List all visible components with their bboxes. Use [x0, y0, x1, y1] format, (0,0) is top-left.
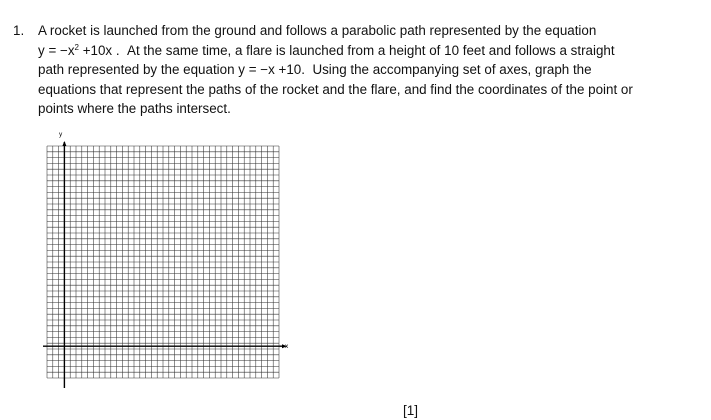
- question-line-5: points where the paths intersect.: [38, 101, 231, 117]
- y-axis-arrow: [62, 141, 66, 146]
- question-text: [38, 21, 703, 119]
- grid-lines: [47, 146, 279, 378]
- x-axis-label: x: [285, 343, 289, 351]
- question-line-2-rest: At the same time, a flare is launched from a height of 10 feet and follows a straight: [127, 42, 615, 58]
- flare-equation: y = −x +10.: [238, 62, 305, 78]
- y-axis-label: y: [59, 131, 63, 138]
- question-line-3: path represented by the equation y = −x +10. Using the accompanying set of axes, graph the: [38, 62, 592, 78]
- question-line-2: [38, 41, 703, 61]
- point-value: [1]: [403, 403, 419, 418]
- question-number: 1.: [13, 23, 25, 38]
- coordinate-grid[interactable]: [38, 128, 298, 400]
- rocket-equation: $y = -x^2 +10x$ .: [38, 42, 120, 58]
- question-block: [13, 21, 703, 119]
- grid-svg: [38, 128, 298, 400]
- question-line-4: equations that represent the paths of the rocket and the flare, and find the coordinates of the point or: [38, 81, 633, 97]
- axes: [43, 141, 287, 388]
- question-line-1: A rocket is launched from the ground and follows a parabolic path represented by the equation: [38, 23, 597, 38]
